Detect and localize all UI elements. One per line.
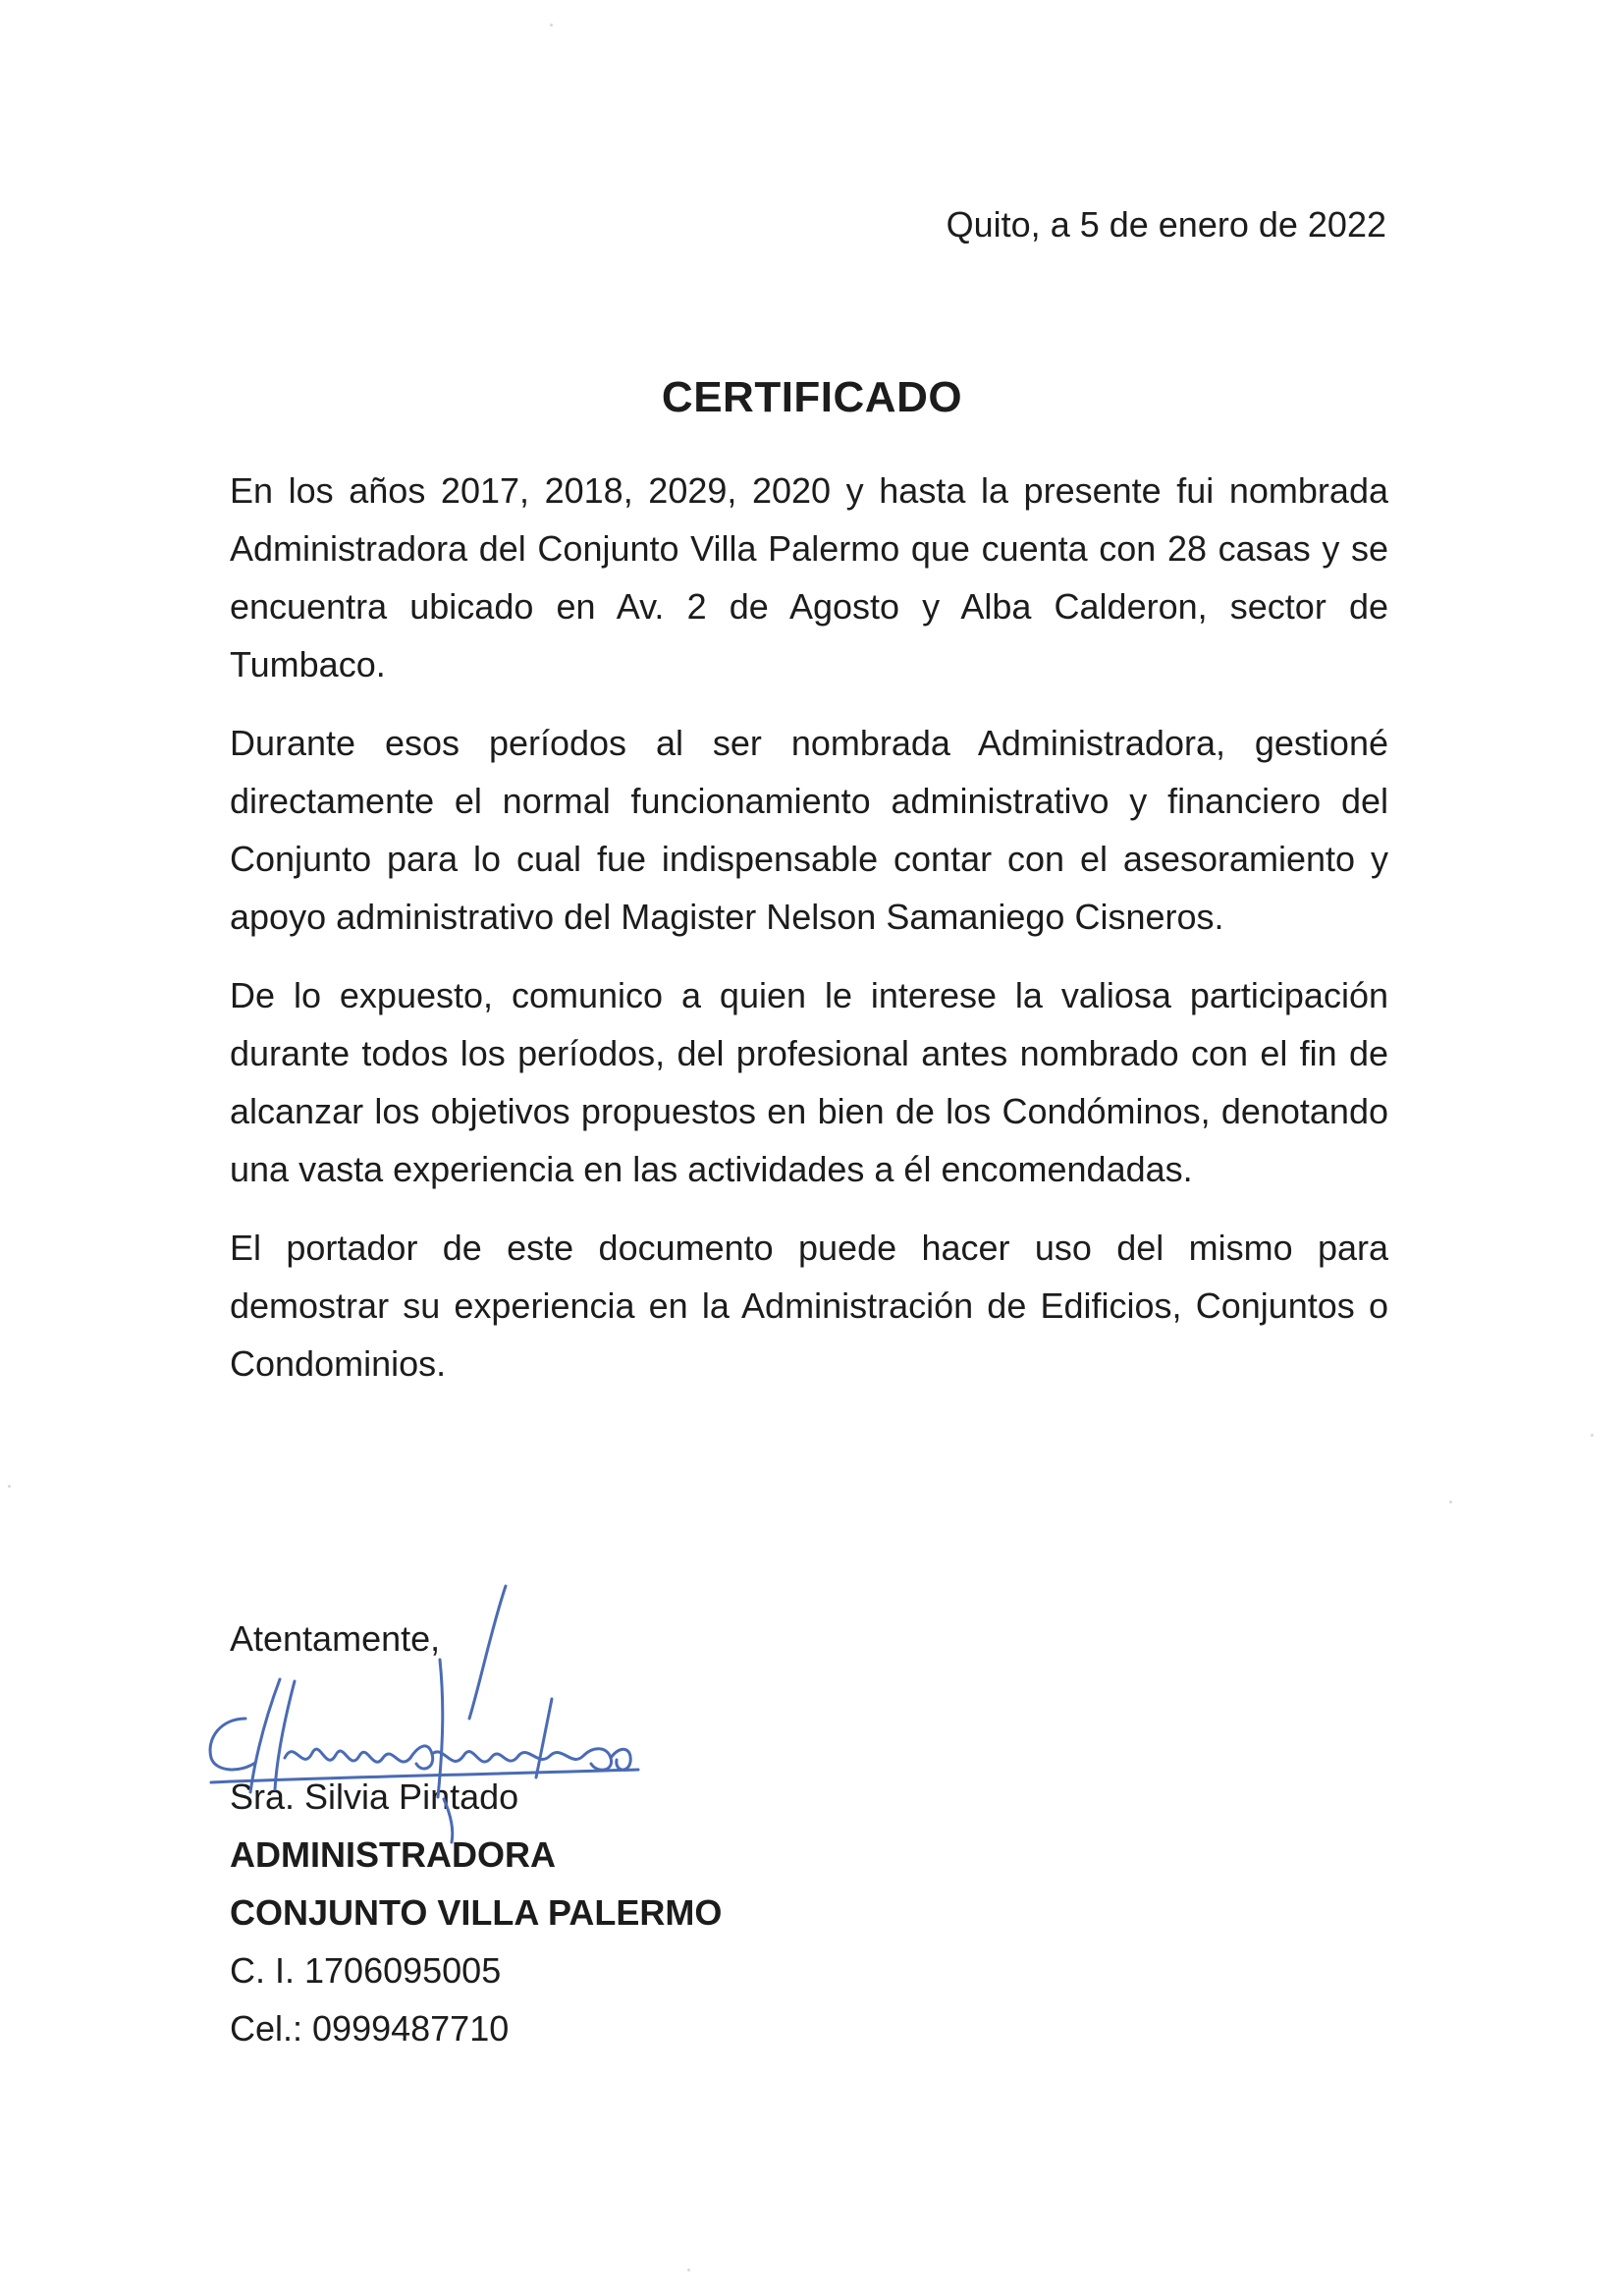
date-line: Quito, a 5 de enero de 2022 bbox=[946, 204, 1386, 245]
scan-speck bbox=[1449, 1501, 1452, 1503]
scan-speck bbox=[550, 24, 553, 27]
signatory-phone: Cel.: 0999487710 bbox=[230, 2008, 510, 2049]
scan-speck bbox=[1591, 1434, 1594, 1437]
scan-speck bbox=[8, 1485, 11, 1488]
scan-speck bbox=[687, 2269, 690, 2271]
signatory-role: ADMINISTRADORA bbox=[230, 1834, 556, 1875]
paragraph-3: De lo expuesto, comunico a quien le interese la valiosa participación durante todos los períodos, del profesional antes nombrado con el fin de alcanzar los objetivos propuestos en bien de los Condóminos, denotando una vasta experiencia en las actividades a él encomendadas. bbox=[230, 975, 1388, 1189]
closing-salutation: Atentamente, bbox=[230, 1618, 441, 1659]
paragraph-1: En los años 2017, 2018, 2029, 2020 y hasta la presente fui nombrada Administradora del Conjunto Villa Palermo que cuenta con 28 casas y se encuentra ubicado en Av. 2 de Agosto y Alba Calderon, sector de Tumbaco. bbox=[230, 470, 1388, 684]
signatory-id-number: C. I. 1706095005 bbox=[230, 1950, 502, 1991]
signatory-name: Sra. Silvia Pintado bbox=[230, 1777, 519, 1817]
paragraph-4: El portador de este documento puede hacer uso del mismo para demostrar su experiencia en la Administración de Edificios, Conjuntos o Condominios. bbox=[230, 1228, 1388, 1384]
paragraph-2: Durante esos períodos al ser nombrada Administradora, gestioné directamente el normal funcionamiento administrativo y financiero del Conjunto para lo cual fue indispensable contar con el asesoramiento y apoyo administrativo del Magister Nelson Samaniego Cisneros. bbox=[230, 723, 1388, 937]
document-title: CERTIFICADO bbox=[661, 373, 963, 421]
signatory-organization: CONJUNTO VILLA PALERMO bbox=[230, 1892, 723, 1933]
document-body bbox=[230, 462, 1388, 1413]
signature-block bbox=[230, 1768, 722, 2057]
